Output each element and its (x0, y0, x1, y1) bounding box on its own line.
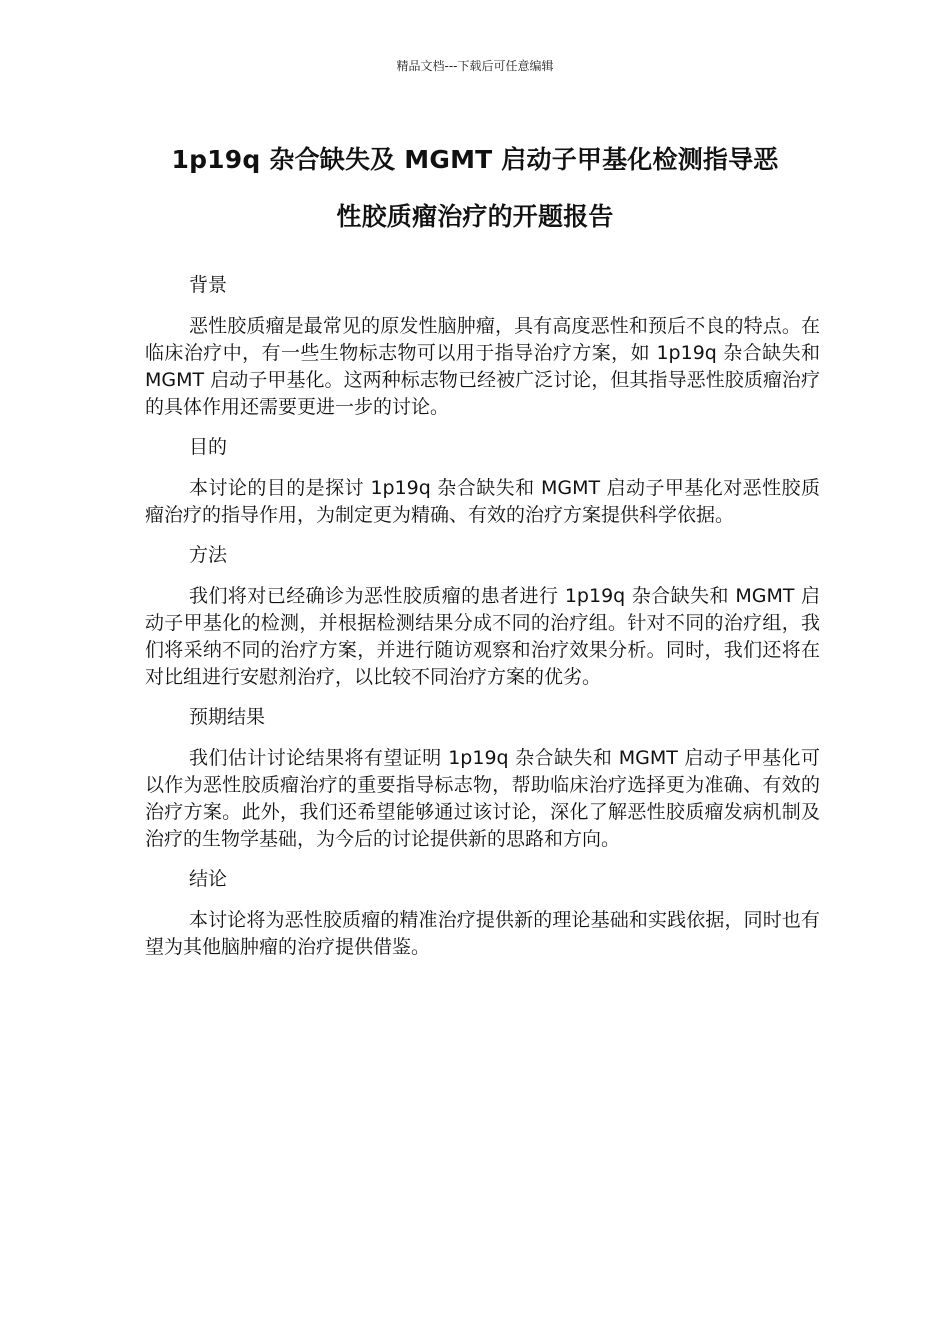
document-body (145, 272, 820, 974)
section-heading-background: 背景 (189, 274, 228, 296)
section-text-background: 恶性胶质瘤是最常见的原发性脑肿瘤，具有高度恶性和预后不良的特点。在临床治疗中，有一些生物标志物可以用于指导治疗方案，如 1p19q 杂合缺失和 MGMT 启动子甲基化。这两种标志物已经被广泛讨论，但其指导恶性胶质瘤治疗的具体作用还需要更进一步的讨论。 (145, 315, 820, 418)
section-text-expected-results: 我们估计讨论结果将有望证明 1p19q 杂合缺失和 MGMT 启动子甲基化可以作为恶性胶质瘤治疗的重要指导标志物，帮助临床治疗选择更为准确、有效的治疗方案。此外，我们还希望能够通过该讨论，深化了解恶性胶质瘤发病机制及治疗的生物学基础，为今后的讨论提供新的思路和方向。 (145, 747, 820, 850)
section-heading-expected-results: 预期结果 (189, 706, 266, 728)
section-text-purpose: 本讨论的目的是探讨 1p19q 杂合缺失和 MGMT 启动子甲基化对恶性胶质瘤治疗的指导作用，为制定更为精确、有效的治疗方案提供科学依据。 (145, 477, 820, 526)
document-title-line-2: 性胶质瘤治疗的开题报告 (336, 202, 614, 231)
section-heading-conclusion: 结论 (189, 868, 228, 890)
document-title-line-1: 1p19q 杂合缺失及 MGMT 启动子甲基化检测指导恶 (171, 145, 779, 174)
section-heading-purpose: 目的 (189, 436, 228, 458)
page-header: 精品文档---下载后可任意编辑 (396, 59, 554, 73)
section-text-conclusion: 本讨论将为恶性胶质瘤的精准治疗提供新的理论基础和实践依据，同时也有望为其他脑肿瘤的治疗提供借鉴。 (145, 909, 820, 958)
section-heading-method: 方法 (189, 544, 228, 566)
section-text-method: 我们将对已经确诊为恶性胶质瘤的患者进行 1p19q 杂合缺失和 MGMT 启动子甲基化的检测，并根据检测结果分成不同的治疗组。针对不同的治疗组，我们将采纳不同的治疗方案，并进行随访观察和治疗效果分析。同时，我们还将在对比组进行安慰剂治疗，以比较不同治疗方案的优劣。 (145, 585, 820, 688)
